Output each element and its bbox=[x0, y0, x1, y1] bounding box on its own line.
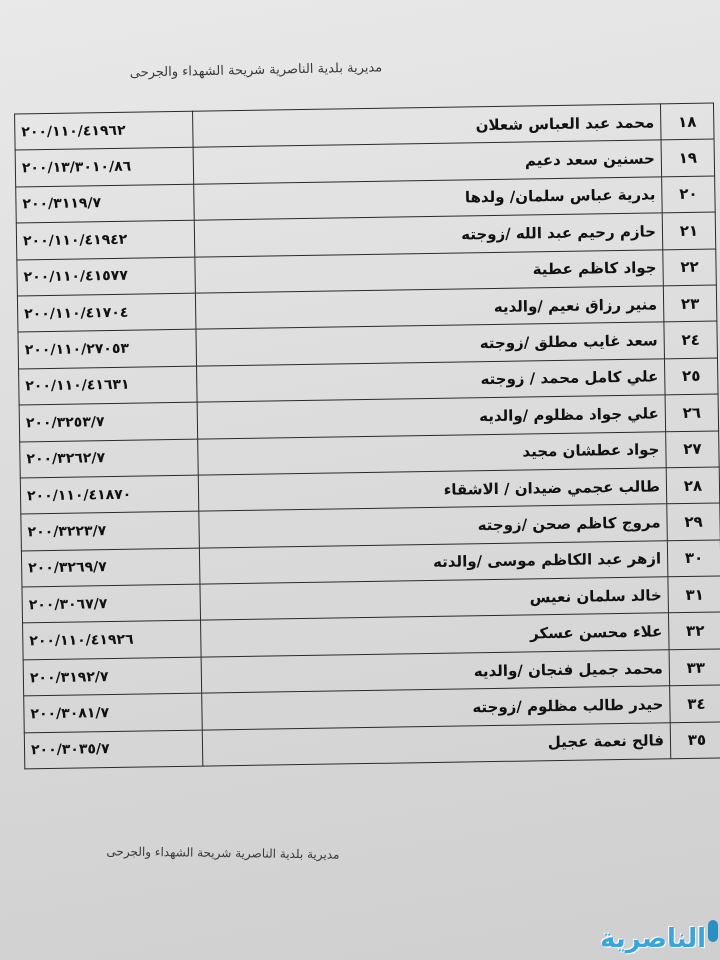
reference-code: ٢٠٠/١١٠/٢٧٠٥٣ bbox=[18, 330, 197, 369]
person-name: مروج كاظم صحن /زوجته bbox=[199, 504, 668, 548]
reference-code: ٢٠٠/٣٢٢٣/٧ bbox=[21, 511, 200, 550]
row-number: ٢٢ bbox=[663, 249, 717, 286]
person-name: جواد عطشان مجيد bbox=[198, 431, 667, 475]
person-name: سعد غايب مطلق /زوجته bbox=[196, 322, 665, 366]
row-number: ١٩ bbox=[661, 139, 715, 176]
page-header-title: مديرية بلدية الناصرية شريحة الشهداء والجرحى bbox=[129, 60, 383, 81]
reference-code: ٢٠٠/٣١١٩/٧ bbox=[16, 184, 195, 223]
reference-code: ٢٠٠/١١٠/٤١٩٦٢ bbox=[15, 111, 194, 150]
person-name: جواد كاظم عطية bbox=[195, 249, 664, 293]
reference-code: ٢٠٠/١١٠/٤١٥٧٧ bbox=[17, 257, 196, 296]
person-name: علي كامل محمد / زوجته bbox=[197, 359, 666, 403]
row-number: ٢١ bbox=[662, 212, 716, 249]
row-number: ٢٤ bbox=[664, 321, 718, 358]
row-number: ٣١ bbox=[668, 576, 720, 613]
reference-code: ٢٠٠/٣٢٦٢/٧ bbox=[20, 439, 199, 478]
reference-code: ٢٠٠/٣٠٨١/٧ bbox=[24, 693, 203, 732]
reference-code: ٢٠٠/٣٢٦٩/٧ bbox=[21, 548, 200, 587]
row-number: ١٨ bbox=[660, 103, 714, 140]
person-name: حازم رحيم عبد الله /زوجته bbox=[194, 213, 663, 257]
person-name: بدرية عباس سلمان/ ولدها bbox=[194, 177, 663, 221]
person-name: حسنين سعد دعيم bbox=[193, 140, 662, 184]
records-table-body bbox=[15, 103, 720, 769]
records-table-wrap bbox=[14, 103, 720, 814]
row-number: ٢٨ bbox=[666, 467, 720, 504]
reference-code: ٢٠٠/١١٠/٤١٧٠٤ bbox=[17, 293, 196, 332]
row-number: ٢٧ bbox=[666, 430, 720, 467]
row-number: ٣٢ bbox=[668, 612, 720, 649]
reference-code: ٢٠٠/١١٠/٤١٩٢٦ bbox=[23, 621, 202, 660]
person-name: ازهر عبد الكاظم موسى /والدته bbox=[199, 540, 668, 584]
row-number: ٣٥ bbox=[670, 722, 720, 759]
watermark-logo-icon bbox=[708, 920, 718, 942]
row-number: ٣٤ bbox=[670, 685, 720, 722]
reference-code: ٢٠٠/١١٠/٤١٦٣١ bbox=[19, 366, 198, 405]
row-number: ٢٥ bbox=[664, 358, 718, 395]
records-table bbox=[14, 103, 720, 770]
person-name: خالد سلمان نعيس bbox=[200, 577, 669, 621]
reference-code: ٢٠٠/١١٠/٤١٩٤٢ bbox=[16, 220, 195, 259]
row-number: ٣٣ bbox=[669, 649, 720, 686]
row-number: ٢٣ bbox=[663, 285, 717, 322]
row-number: ٢٠ bbox=[662, 176, 716, 213]
person-name: حيدر طالب مظلوم /زوجته bbox=[202, 686, 671, 730]
page-footer-title: مديرية بلدية الناصرية شريحة الشهداء والجرحى bbox=[106, 844, 340, 862]
reference-code: ٢٠٠/١٣/٣٠١٠/٨٦ bbox=[15, 148, 194, 187]
reference-code: ٢٠٠/٣٠٣٥/٧ bbox=[24, 730, 203, 769]
person-name: طالب عجمي ضيدان / الاشقاء bbox=[198, 468, 667, 512]
row-number: ٢٦ bbox=[665, 394, 719, 431]
reference-code: ٢٠٠/١١٠/٤١٨٧٠ bbox=[20, 475, 199, 514]
person-name: محمد جميل فنجان /والديه bbox=[201, 650, 670, 694]
reference-code: ٢٠٠/٣٢٥٣/٧ bbox=[19, 402, 198, 441]
row-number: ٣٠ bbox=[667, 540, 720, 577]
row-number: ٢٩ bbox=[667, 503, 720, 540]
person-name: فالح نعمة عجيل bbox=[202, 722, 671, 766]
watermark-logo-text: الناصرية bbox=[600, 924, 706, 954]
person-name: علاء محسن عسكر bbox=[201, 613, 670, 657]
person-name: محمد عبد العباس شعلان bbox=[193, 104, 662, 148]
reference-code: ٢٠٠/٣١٩٢/٧ bbox=[23, 657, 202, 696]
reference-code: ٢٠٠/٣٠٦٧/٧ bbox=[22, 584, 201, 623]
person-name: علي جواد مظلوم /والديه bbox=[197, 395, 666, 439]
person-name: منير رزاق نعيم /والديه bbox=[195, 286, 664, 330]
